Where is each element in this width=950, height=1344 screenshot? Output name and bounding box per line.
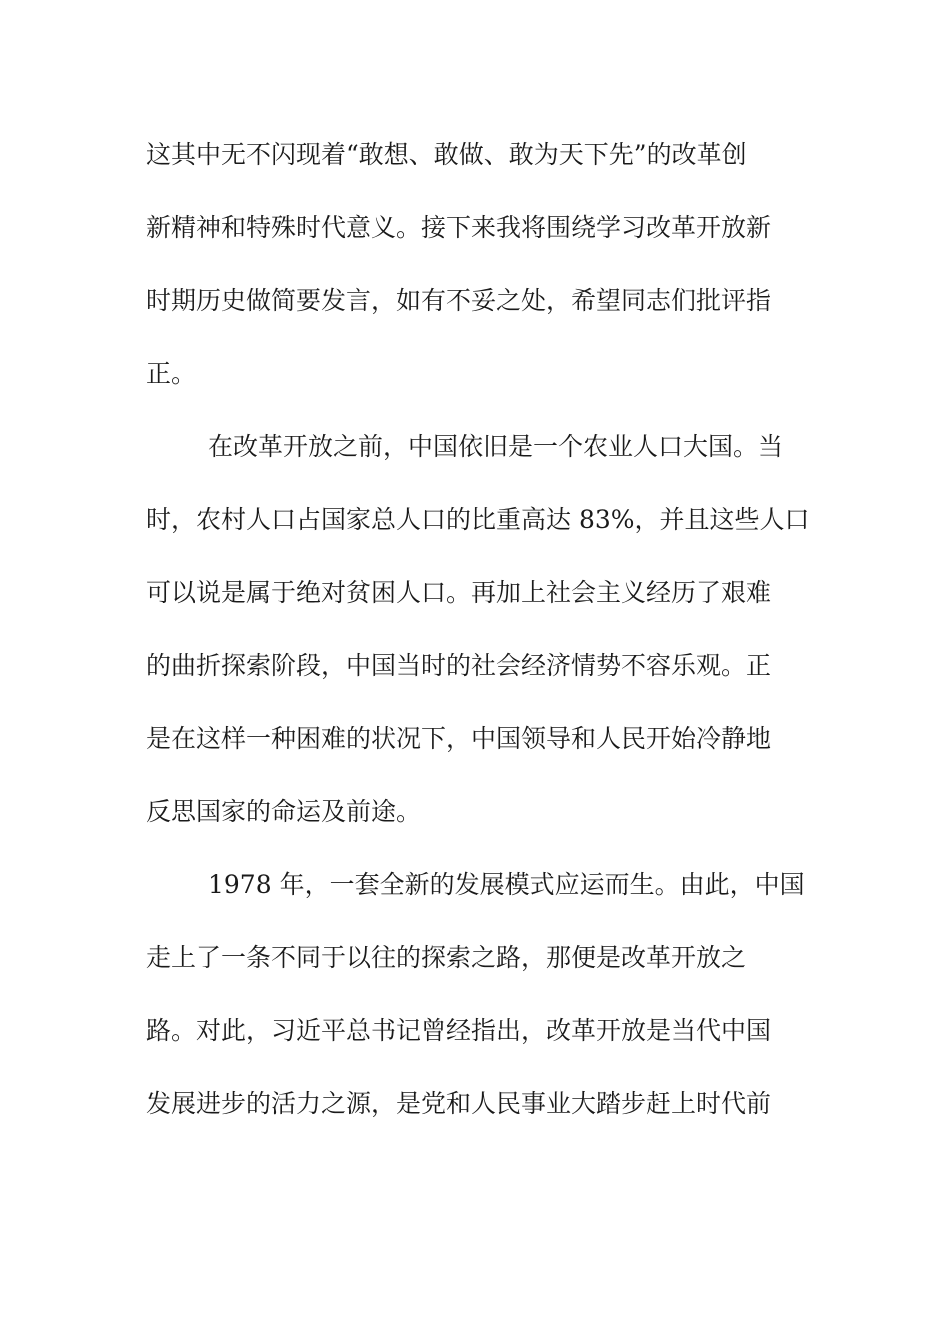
paragraph-start-line: 在改革开放之前，中国依旧是一个农业人口大国。当 (208, 432, 784, 461)
text-line: 的曲折探索阶段，中国当时的社会经济情势不容乐观。正 (146, 651, 772, 680)
text-line: 发展进步的活力之源，是党和人民事业大踏步赶上时代前 (146, 1089, 772, 1118)
text-line: 新精神和特殊时代意义。接下来我将围绕学习改革开放新 (146, 213, 772, 242)
text-line: 反思国家的命运及前途。 (146, 797, 422, 826)
body-text (146, 118, 811, 1140)
paragraph-start-line: 1978 年，一套全新的发展模式应运而生。由此，中国 (208, 870, 805, 899)
text-line: 走上了一条不同于以往的探索之路，那便是改革开放之 (146, 943, 747, 972)
text-line: 时期历史做简要发言，如有不妥之处，希望同志们批评指 (146, 286, 772, 315)
text-line: 是在这样一种困难的状况下，中国领导和人民开始冷静地 (146, 724, 772, 753)
text-line: 这其中无不闪现着“敢想、敢做、敢为天下先”的改革创 (146, 140, 747, 169)
text-line: 正。 (146, 359, 197, 388)
text-line: 路。对此，习近平总书记曾经指出，改革开放是当代中国 (146, 1016, 772, 1045)
text-line: 可以说是属于绝对贫困人口。再加上社会主义经历了艰难 (146, 578, 772, 607)
text-line: 时，农村人口占国家总人口的比重高达 83%，并且这些人口 (146, 505, 810, 534)
